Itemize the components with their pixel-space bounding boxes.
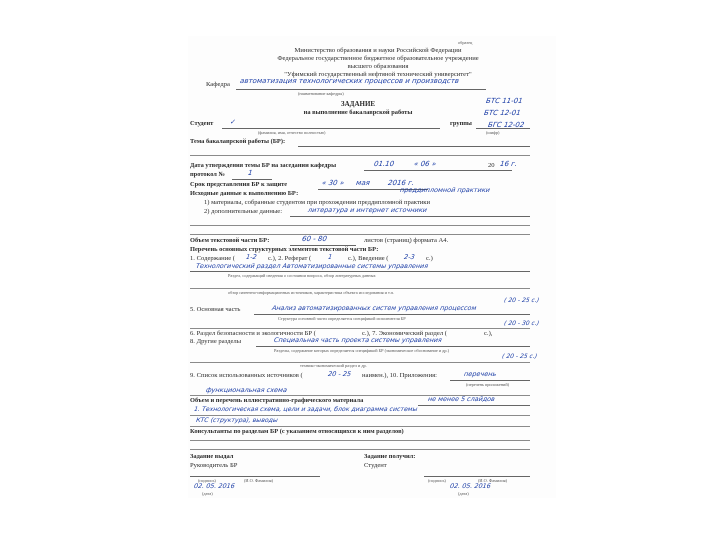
institution-line: Федеральное государственное бюджетное образовательное учреждение bbox=[277, 55, 479, 62]
topic-label: Тема бакалаврской работы (БР): bbox=[190, 138, 286, 145]
deadline-label: Срок представления БР к защите bbox=[190, 181, 288, 188]
group-caption: (шифр) bbox=[486, 130, 500, 135]
volume-value: 60 - 80 bbox=[301, 235, 328, 243]
section4-value: Технологический раздел Автоматизированные системы управления bbox=[195, 262, 429, 270]
other-sections-caption: Разделы, содержание которых определяется спецификой БР (экономическое обоснование и др.) bbox=[274, 348, 450, 353]
section4-caption-2: обзор патентно-информационных источников, характеристика объекта исследования и т.п. bbox=[228, 290, 395, 295]
main-part-line-2 bbox=[190, 328, 530, 329]
supervisor-label: Руководитель БР bbox=[190, 462, 238, 469]
graphics-line-3 bbox=[190, 426, 530, 427]
approval-month: « 06 » bbox=[413, 160, 437, 168]
safety-suffix: с.), 7. Экономический раздел ( bbox=[362, 330, 447, 337]
main-part-pages: ( 20 - 30 с.) bbox=[503, 320, 540, 327]
student-label: Студент bbox=[190, 120, 214, 127]
graphics-label: Объем и перечень иллюстративно-графического материала bbox=[190, 397, 364, 404]
contents-label: 1. Содержание ( bbox=[190, 255, 235, 262]
protocol-value: 1 bbox=[247, 169, 254, 177]
topic-line-1 bbox=[298, 146, 530, 147]
supervisor-fio-caption: (И.О. Фамилия) bbox=[244, 478, 274, 483]
appendices-value-2: функциональная схема bbox=[205, 386, 288, 394]
section4-line-2 bbox=[190, 288, 530, 289]
protocol-label: протокол № bbox=[190, 171, 225, 178]
student-fio-caption: (И.О. Фамилия) bbox=[478, 478, 508, 483]
main-part-label: 5. Основная часть bbox=[190, 306, 241, 313]
group-line bbox=[476, 128, 530, 129]
graphics-value-3: КТС (структура), выводы bbox=[195, 417, 279, 424]
other-sections-caption-2: технико-экономический раздел и др. bbox=[300, 363, 367, 368]
topic-line-2 bbox=[190, 155, 530, 156]
supervisor-date: 02. 05. 2016 bbox=[193, 482, 236, 490]
appendices-caption: (перечень приложений) bbox=[466, 382, 510, 387]
approval-day: 01.10 bbox=[373, 160, 395, 168]
issued-label: Задание выдал bbox=[190, 453, 234, 460]
student-caption: (фамилия, имя, отчество полностью) bbox=[258, 130, 326, 135]
department-line bbox=[236, 89, 486, 90]
graphics-line bbox=[418, 405, 530, 406]
supervisor-sign-caption: (подпись) bbox=[198, 478, 216, 483]
initial-line-4 bbox=[190, 234, 530, 235]
volume-label: Объем текстовой части БР: bbox=[190, 237, 270, 244]
registration-number-2: БТС 12-01 bbox=[483, 109, 522, 117]
deadline-year: 2016 г. bbox=[387, 179, 415, 187]
other-sections-line bbox=[256, 346, 530, 347]
intro-suffix: с.) bbox=[426, 255, 433, 262]
deadline-day: « 30 » bbox=[321, 179, 345, 187]
student-sign-label: Студент bbox=[364, 462, 387, 469]
received-label: Задание получил: bbox=[364, 453, 416, 460]
department-label: Кафедра bbox=[206, 81, 230, 88]
department-value: автоматизация технологических процессов и производств bbox=[239, 77, 460, 85]
registration-number-1: БТС 11-01 bbox=[485, 97, 524, 105]
document-subtitle: на выполнение бакалаврской работы bbox=[303, 109, 413, 116]
registration-number-3: БГС 12-02 bbox=[487, 121, 525, 129]
graphics-line-2 bbox=[190, 415, 530, 416]
corner-mark: образец bbox=[458, 40, 473, 45]
appendices-line bbox=[450, 380, 530, 381]
consultants-line-1 bbox=[190, 440, 530, 441]
deadline-month: мая bbox=[355, 179, 371, 187]
intro-pages: 2-3 bbox=[403, 253, 416, 261]
volume-suffix: листов (страниц) формата А4. bbox=[364, 237, 449, 244]
supervisor-date-caption: (дата) bbox=[202, 491, 213, 496]
intro-label: с.), Введение ( bbox=[348, 255, 389, 262]
ministry-line: Министерство образования и науки Российской Федерации bbox=[294, 47, 462, 54]
other-sections-value: Специальная часть проекта системы управления bbox=[273, 336, 443, 344]
graphics-value-1: не менее 5 слайдов bbox=[427, 395, 496, 403]
consultants-label: Консультанты по разделам БР (с указанием относящихся к ним разделов) bbox=[190, 428, 404, 435]
student-date: 02. 05. 2016 bbox=[449, 482, 492, 490]
student-date-caption: (дата) bbox=[458, 491, 469, 496]
initial-data-label: Исходные данные к выполнению БР: bbox=[190, 190, 299, 197]
approval-line bbox=[364, 170, 512, 171]
university-name: "Уфимский государственный нефтяной технический университет" bbox=[284, 71, 472, 78]
group-label: группы bbox=[450, 120, 472, 127]
section4-pages: ( 20 - 25 с.) bbox=[503, 297, 540, 304]
abstract-pages: 1 bbox=[327, 253, 333, 261]
initial-line-3 bbox=[190, 225, 530, 226]
appendices-value: перечень bbox=[463, 370, 497, 378]
supervisor-sign-line bbox=[190, 476, 320, 477]
student-sign-caption: (подпись) bbox=[428, 478, 446, 483]
section4-line bbox=[190, 271, 530, 272]
education-level-line: высшего образования bbox=[347, 63, 409, 70]
other-sections-label: 8. Другие разделы bbox=[190, 338, 242, 345]
assignment-document bbox=[188, 36, 556, 498]
safety-label: 6. Раздел безопасности и экологичности БР ( bbox=[190, 330, 316, 337]
economic-suffix: с.), bbox=[484, 330, 493, 337]
initial-item2-value: литература и интернет источники bbox=[307, 206, 428, 214]
initial-item1: 1) материалы, собранные студентом при прохождении преддипломной практики bbox=[204, 199, 431, 206]
approval-label: Дата утверждения темы БР на заседании кафедры bbox=[190, 162, 337, 169]
consultants-line-2 bbox=[190, 449, 530, 450]
approval-year: 16 г. bbox=[499, 160, 518, 168]
appendices-label: наимен.), 10. Приложения: bbox=[362, 372, 437, 379]
student-sign-line bbox=[424, 476, 530, 477]
protocol-line bbox=[232, 179, 272, 180]
main-part-value: Анализ автоматизированных систем управления процессом bbox=[271, 304, 477, 312]
initial-item2-label: 2) дополнительные данные: bbox=[204, 208, 283, 215]
main-part-caption: Структура основной части определяется спецификой исполнителя БР bbox=[278, 316, 406, 321]
section4-caption: Раздел, содержащий сведения о состоянии вопроса, обзор литературных данных bbox=[228, 273, 376, 278]
student-line bbox=[222, 128, 440, 129]
abstract-label: с.), 2. Реферат ( bbox=[268, 255, 312, 262]
initial-item1-note: преддипломной практики bbox=[399, 186, 491, 194]
sources-count: 20 - 25 bbox=[327, 370, 352, 378]
main-part-line bbox=[254, 314, 530, 315]
graphics-value-2: 1. Технологическая схема, цели и задачи, блок диаграмма системы bbox=[193, 406, 418, 413]
approval-year-prefix: 20 bbox=[488, 162, 495, 169]
contents-pages: 1-2 bbox=[245, 253, 258, 261]
student-value: ✓ bbox=[229, 118, 237, 126]
other-sections-pages: ( 20 - 25 с.) bbox=[501, 353, 538, 360]
department-caption: (наименование кафедры) bbox=[298, 91, 344, 96]
initial-item2-line bbox=[290, 216, 530, 217]
sources-label: 9. Список использованных источников ( bbox=[190, 372, 303, 379]
document-title: ЗАДАНИЕ bbox=[340, 100, 376, 108]
structure-label: Перечень основных структурных элементов текстовой части БР: bbox=[190, 246, 379, 253]
